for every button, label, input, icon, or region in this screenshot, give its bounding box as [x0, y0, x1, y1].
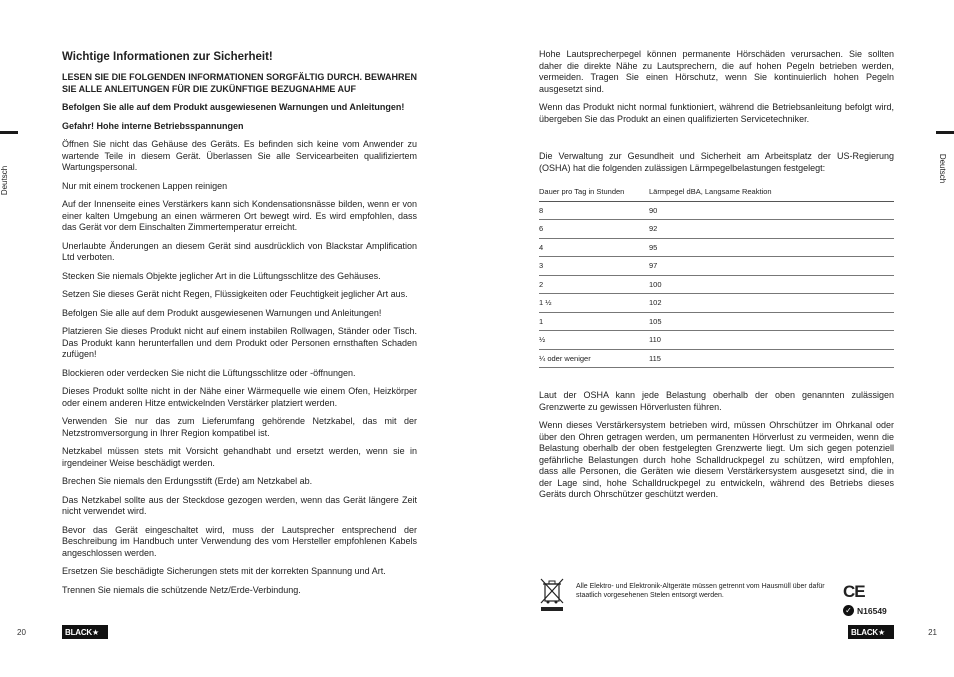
table-cell: 95 — [649, 238, 894, 257]
paragraph: Brechen Sie niemals den Erdungsstift (Erde) am Netzkabel ab. — [62, 476, 313, 486]
language-tab — [936, 131, 954, 212]
table-cell: 6 — [539, 220, 649, 239]
paragraph: Wenn das Produkt nicht normal funktioniert, während die Betriebsanleitung befolgt wird, übergeben Sie das Produkt an einen qualifizierten Servicetechniker. — [539, 102, 894, 124]
table-cell: 90 — [649, 201, 894, 220]
blackstar-logo: BLACK★ — [62, 625, 108, 639]
table-row — [539, 220, 894, 239]
bold-intro: LESEN SIE DIE FOLGENDEN INFORMATIONEN SORGFÄLTIG DURCH. BEWAHREN SIE ALLE ANLEITUNGEN FÜR DIE ZUKÜNFTIGE BEZUGNAHME AUF — [62, 72, 417, 94]
table-cell: 3 — [539, 257, 649, 276]
table-row — [539, 294, 894, 313]
table-row — [539, 349, 894, 368]
paragraph: Trennen Sie niemals die schützende Netz/Erde-Verbindung. — [62, 584, 301, 595]
left-column — [62, 50, 417, 603]
table-row — [539, 201, 894, 220]
table-cell: 8 — [539, 201, 649, 220]
danger-heading: Gefahr! Hohe interne Betriebsspannungen — [62, 120, 244, 131]
noise-exposure-table — [539, 182, 894, 368]
ce-mark: CE — [843, 582, 865, 601]
paragraph: Öffnen Sie nicht das Gehäuse des Geräts. Es befinden sich keine vom Anwender zu wartende Teile in diesem Gerät. Überlassen Sie alle Servicearbeiten qualifiziertem Wartungspersonal. — [62, 139, 417, 172]
n-code: N16549 — [857, 605, 887, 616]
table-row — [539, 331, 894, 350]
c-tick-icon: ✓ — [843, 605, 854, 616]
table-cell: 115 — [649, 349, 894, 368]
paragraph: Verwenden Sie nur das zum Lieferumfang gehörende Netzkabel, das mit der Netzstromversorgung in Ihrer Region kompatibel ist. — [62, 416, 417, 438]
page-number: 21 — [928, 628, 937, 637]
table-row — [539, 257, 894, 276]
paragraph: Ersetzen Sie beschädigte Sicherungen stets mit der korrekten Spannung und Art. — [62, 566, 386, 576]
page-title: Wichtige Informationen zur Sicherheit! — [62, 51, 273, 63]
paragraph: Auf der Innenseite eines Verstärkers kann sich Kondensationsnässe bilden, wenn er von einer kalten Umgebung an einen wärmeren Ort bewegt wird. Es wird empfohlen, dass das Gerät vor dem Einschalten Zimmertemperatur erreicht. — [62, 199, 417, 232]
weee-bin-icon — [540, 578, 564, 612]
table-cell: 2 — [539, 275, 649, 294]
paragraph: Die Verwaltung zur Gesundheit und Sicherheit am Arbeitsplatz der US-Regierung (OSHA) hat die folgenden zulässigen Lärmpegelbelastungen festgelegt: — [539, 151, 894, 173]
table-row — [539, 275, 894, 294]
paragraph: Blockieren oder verdecken Sie nicht die Lüftungsschlitze oder -öffnungen. — [62, 367, 356, 378]
right-column — [539, 49, 894, 508]
paragraph: Befolgen Sie alle auf dem Produkt ausgewiesenen Warnungen und Anleitungen! — [62, 307, 382, 318]
right-page — [477, 0, 954, 677]
paragraph: Dieses Produkt sollte nicht in der Nähe einer Wärmequelle wie einem Ofen, Heizkörper oder einem anderen Hitze entwickelnden Verstärker platziert werden. — [62, 386, 417, 408]
n-code-mark — [843, 605, 887, 616]
page-number: 20 — [17, 628, 26, 637]
table-row — [539, 312, 894, 331]
blackstar-logo: BLACK★ — [848, 625, 894, 639]
paragraph: Platzieren Sie dieses Produkt nicht auf einem instabilen Rollwagen, Ständer oder Tisch. Das Produkt kann herunterfallen und dem Produkt oder Personen ernsthaften Schaden zufügen! — [62, 326, 417, 359]
paragraph: Setzen Sie dieses Gerät nicht Regen, Flüssigkeiten oder Feuchtigkeit jeglicher Art aus. — [62, 289, 408, 299]
table-row — [539, 238, 894, 257]
bold-warning: Befolgen Sie alle auf dem Produkt ausgewiesenen Warnungen und Anleitungen! — [62, 102, 405, 112]
paragraph: Netzkabel müssen stets mit Vorsicht gehandhabt und ersetzt werden, wenn sie in irgendeiner Weise beschädigt werden. — [62, 446, 417, 468]
table-header: Lärmpegel dBA, Langsame Reaktion — [649, 182, 894, 201]
paragraph: Nur mit einem trockenen Lappen reinigen — [62, 180, 228, 191]
paragraph: Wenn dieses Verstärkersystem betrieben wird, müssen Ohrschützer im Ohrkanal oder über den Ohren getragen werden, um permanenten Hörverlust zu vermeiden, wenn die Belastung oberhalb der oben festgelegten Grenzwerte liegt. Um sich gegen potenziell gefährliche Belastungen durch hohe Schalldruckpegel zu schützen, wird empfohlen, dass alle Personen, die Geräten wie diesem Verstärkersystem ausgesetzt sind, die in der Lage sind, hohe Schalldruckpegel zu entwickeln, während des Betriebs dieses Geräts durch Ohrschützer geschützt werden. — [539, 420, 894, 499]
table-cell: ¼ oder weniger — [539, 349, 649, 368]
table-cell: 110 — [649, 331, 894, 350]
language-tab-label: Deutsch — [0, 165, 10, 196]
table-cell: 1 — [539, 312, 649, 331]
table-cell: 102 — [649, 294, 894, 313]
table-cell: 1 ½ — [539, 294, 649, 313]
paragraph: Hohe Lautsprecherpegel können permanente Hörschäden verursachen. Sie sollten daher die direkte Nähe zu Lautsprechern, die auf hohen Pegeln betrieben werden, vermeiden. Tragen Sie einen Hörschutz, wenn Sie kontinuierlich hohen Pegeln ausgesetzt sind. — [539, 49, 894, 94]
language-tab — [0, 131, 18, 212]
paragraph: Unerlaubte Änderungen an diesem Gerät sind ausdrücklich von Blackstar Amplification Ltd verboten. — [62, 240, 417, 262]
paragraph: Laut der OSHA kann jede Belastung oberhalb der oben genannten zulässigen Grenzwerte zu gewissen Hörverlusten führen. — [539, 390, 894, 412]
table-cell: ½ — [539, 331, 649, 350]
paragraph: Das Netzkabel sollte aus der Steckdose gezogen werden, wenn das Gerät längere Zeit nicht verwendet wird. — [62, 494, 417, 516]
table-cell: 100 — [649, 275, 894, 294]
table-header: Dauer pro Tag in Stunden — [539, 182, 649, 201]
paragraph: Stecken Sie niemals Objekte jeglicher Art in die Lüftungsschlitze des Gehäuses. — [62, 270, 381, 281]
table-cell: 4 — [539, 238, 649, 257]
table-header-row — [539, 182, 894, 201]
paragraph: Bevor das Gerät eingeschaltet wird, muss der Lautsprecher entsprechend der Beschreibung im Handbuch unter Verwendung des vom Hersteller empfohlenen Kabels angeschlossen werden. — [62, 524, 417, 558]
table-cell: 105 — [649, 312, 894, 331]
language-tab-label: Deutsch — [938, 153, 948, 184]
table-cell: 92 — [649, 220, 894, 239]
weee-notice: Alle Elektro- und Elektronik-Altgeräte müssen getrennt vom Hausmüll über dafür staatlich vorgesehenen Stelen entsorgt werden. — [576, 583, 825, 599]
table-cell: 97 — [649, 257, 894, 276]
